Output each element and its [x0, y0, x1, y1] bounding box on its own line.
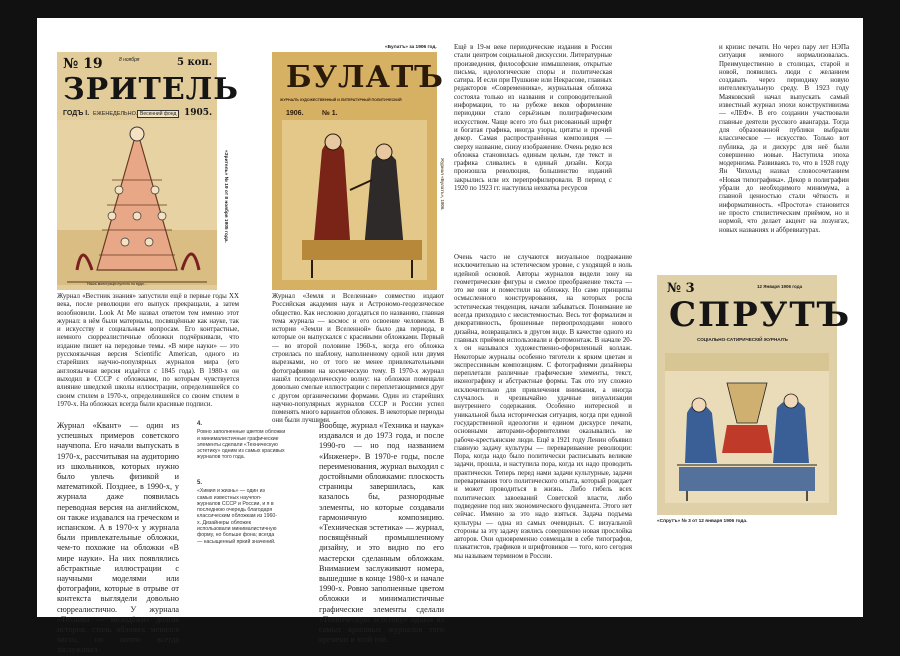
sprut-title: СПРУТЪ [669, 295, 852, 335]
zritel-weekly: ЕЖЕНЕДЕЛЬНО. [93, 111, 138, 117]
zritel-illustration [57, 120, 217, 285]
bulat-subtitle: ЖУРНАЛЪ ХУДОЖЕСТВЕННЫЙ И ЛИТЕРАТУРНЫЙ ПОЛИТИЧЕСКИЙ [280, 98, 402, 102]
sidenote-4-number: 4. [197, 421, 203, 427]
sprut-cover [657, 275, 852, 515]
column-2-lower-text: Вообще, журнал «Техника и наука» издавался и до 1973 года, и после 1990-го — но под названием «Инженер». В 1970-е годы, после переименования, журнал выходил с достойными обложками: плоскость страницы завершилась, как казалось бы, разнородные элементы, но которые создавали гармоничную композицию. «Техническая эстетика» — журнал, посвящённый промышленному дизайну, и это видно по его мастерски сделанным обложкам. Вниманием заслуживают номера, вышедшие в конце 1980-х и начале 1990-х. Ровно заполненные цветом обложки и минималистичные графические элементы сделали «Техническую эстетику» одним из самых красивых журналов того времени и этой той. [319, 421, 444, 645]
zritel-date: 8 ноября [119, 57, 140, 63]
column-1-upper-text: Журнал «Вестник знания» запустили ещё в первые годы XX века, после революции его выпуск прекращали, а затем возобновили. Look At Me назвал ответом тем именно этот журнал: в нём были материалы, посвящённые как науке, так и искусству и социальным вопросам. Его контрастные, немного сюрреалистичные обложки подчёркивали, что издание пишет на передовые темы. «В мире науки» — это русскоязычная версия Scientific American, одного из старейших научно-популярных журналов мира (его англоязычная версия издаётся с 1845 года). В 1980-х он выходил в СССР с обложками, по которым чувствуется влияние шведской школы иллюстрации, определившейся со своим стилем в 1970-х, определившейся со своим стилем в 1970-х. На обложках всегда были красивые подписи. [57, 293, 239, 408]
zritel-edition: Весенний фонд [137, 110, 179, 118]
sidenote-5 [197, 480, 277, 545]
zritel-number: № 19 [63, 56, 103, 72]
column-2-upper-text: Журнал «Земля и Вселенная» совместно издают Российская академия наук и Астрономо-геодезическое общество. Как несложно догадаться по названию, главная тема журнала — космос и его освоение человеком. В истории «Земли и Вселенной» было два периода, в которые он выпускался с красивыми обложками. Первый — во второй половине 1960-х, когда его обложка строилась по шаблону, наполненному одной или двумя вырезками, но от того не менее привлекательными фотографиями на космическую тему. В 1970-х журнал нашёл психоделическую волну: на обложки помещали довольно смелые иллюстрации с переплетающимися друг с другом органическими формами. Один из старейших научно-популярных журналов СССР и России успел поменять много вариантов обложек. В некоторые периоды они были лучшими. [272, 293, 444, 425]
sprut-number: № 3 [667, 281, 695, 296]
bulat-title: БУЛАТЪ [286, 60, 444, 95]
sprut-subtitle: СОЦIАЛЬНО-САТИРИЧЕСКIЙ ЖУРНАЛЪ [697, 337, 788, 342]
zritel-price: 5 коп. [177, 57, 213, 68]
bulat-side-caption: Журнал «Булатъ», 1906. [440, 158, 445, 211]
zritel-year: ГОДЪ I. [63, 110, 90, 117]
bulat-number: № 1. [322, 110, 338, 117]
sprut-illustration [657, 353, 837, 515]
bulat-year: 1906. [286, 110, 304, 117]
bulat-top-caption: «Булатъ» за 1906 год. [385, 45, 437, 50]
sidenote-4 [197, 421, 287, 461]
zritel-illustration-caption: Нашъ монстрацiя пустить по вуди... [87, 282, 147, 286]
sprut-bottom-caption: «Спрутъ» № 3 от 12 января 1906 года. [657, 519, 748, 524]
magazine-spread [37, 18, 863, 655]
sprut-date: 12 Января 1906 года [757, 284, 803, 289]
sidenote-5-number: 5. [197, 480, 203, 486]
zritel-title: ЗРИТЕЛЬ [63, 72, 240, 107]
column-1-lower-text: Журнал «Квант» — один из успешных примеров советского научпопа. Его начали выпускать в 1970-х, рассчитывая на аудиторию из школьников, которых нужно было увлечь физикой и математикой. Позднее, в 1990-х, у журнала даже появилась переводная версия на английском, он также издавался на греческом и испанском. А в 1970-х у журнала были привлекательные обложки, чем-то похожие на обложки «В мире науки». На них появлялись абстрактные иллюстрации с научными моделями или фотографии, которые в отрыве от контекста выглядели довольно сюрреалистично. У журнала «Техника — молодёжи» долгая история, стиль обложек менялся часто, но почти всегда заслуживал. [57, 421, 179, 655]
sidenote-4-text: Ровно заполненные цветом обложки и минималистичные графические элементы сделали «Техническую эстетику» одним из самых красивых журналов того года. [197, 429, 286, 461]
column-4-upper-text: и кризис печати. Но через пару лет НЭПа ситуация немного нормализовалась. Преимущественно в столицах, старой и новой, появились люди с желанием создавать через периодику новую интеллектуальную среду. В 1923 году Маяковский начал выпускать самый известный журнал эпохи конструктивизма — «ЛЕФ». В его создании участвовали главные деятели русского авангарда. Тогда для образованной публики выбрали классическое — искусство. Только вот публика, да и дискурс для неё были совершенно новые. Наступила эпоха модернизма. Развиваясь то, что в 1928 году Ян Чихольд назвал словосочетанием «Новая типографика». Декор в полиграфии убрали до необходимого минимума, а главной ценностью стали чёткость и информативность. «Простота» становится не просто стилистическим приёмом, но и нормой, что делает акцент на лозунгах, новых названиях и аббревиатурах. [719, 44, 849, 234]
column-3-upper-text: Ещё в 19-м веке периодические издания в России стали центром социальной дискуссии. Литературные произведения, философские измышления, открытые письма, идеологические споры и политическая сатира. И если при Пушкине или Некрасове, главных редакторов «Современника», журнальная обложка состояла только из названия и сопроводительной информации, то на рубеже веков оформление периодики стало серьёзным полиграфическим искусством. Чаще всего это был рисованный шрифт и богатая графика, иногда узоры, цитаты и прочий декор. Самая распространённая композиция — сверху название, снизу изображение. Очень редко вся обложка становилась единым целым, где текст и графика сливались в единый дизайн. Когда произошла революция, большинство изданий закрылись или их перепрофилировали. В период с 1920 по 1923 гг. наступила нехватка ресурсов [454, 44, 612, 193]
zritel-yr: 1905. [184, 108, 213, 118]
bulat-illustration [272, 120, 437, 290]
sidenote-5-text: «Химия и жизнь» — один из самых известных научпоп-журналов СССР и России, и я в последнюю очередь благодаря классическим обложкам из 1960-х. Дизайнеры обложек использовали минималистичную форму, но больше фона; всегда — насыщенный яркий значений. [197, 488, 277, 545]
zritel-side-caption: «Зритель» № 19 от 8 ноября 1905 года. [223, 150, 228, 243]
column-3-lower-text: Очень часто не случаются визуальное подражание исключительно на эстетическом уровне, с уходящей в ноль идейной основой. Авторы журналов видели зону на геометрические фигуры и смелое преображение текста — это же они и поместили на обложку. Но само принципы осмысленного конструирования, на которых росла эстетическая тенденция, начали забываться. Понимание не всегда приходило с несистемностью. Весь тот формализм и декоративность, брошенные первопроходцами нового дизайна, возвращались в другом виде. В качестве одного из главных приёмов использовали и фотомонтаж. В начале 20-х он назывался художественно-оформленный коллаж. Некоторые журналы особенно тяготели к ярким цветам и экспрессивным композициям. С фотографиями дизайнеры переплетали различные графические элементы, текст, иконографику и абстрактные формы. Так ото эту сложно исключительно для привлечения внимания, а иногда случалось и чрезвычайно удачные визуализации внутреннего содержания. Особенно интересной и уникальной была историческая ситуация, когда при единой государственной идеологии и едином дискурсе печати, основными авторами-оформителями оказывались не рабоче-крестьянские люди. Ещё в 1921 году Ленин объявил главную задачу культуры — перевариваение революции: Пора, когда надо было политически расписывать великие задачи, прошла, и наступила пора, когда их надо проводить практически. Теперь перед нами задачи культурные, задачи переваривания того политического опыта, который рождает и может проводиться в жизнь. Либо гибель всех политических завоеваний Советской власти, либо подведение под них экономического фундамента. Этого нет сейчас. Именно за это надо взяться. Задача подъема культуры — одна из самых очевидных. С визуальной стороны за эту задачу взялись совершенно новая прослойка авторов. Они одновременно совмещали в себе типографов, плакатистов, графиков и шрифтовиков — того, кого сегодня мы называем термином в России. [454, 254, 632, 560]
